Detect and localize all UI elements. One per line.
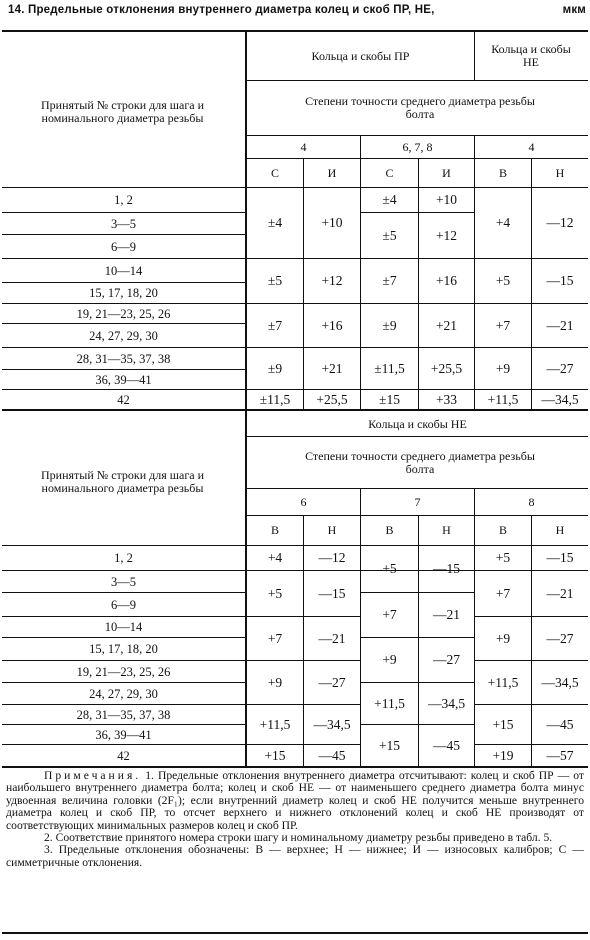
value-cell: +25,5 xyxy=(430,360,463,376)
value-cell: +33 xyxy=(435,391,458,407)
value-cell: ±9 xyxy=(267,360,283,376)
value-cell: —15 xyxy=(546,273,574,288)
accuracy-header: Степени точности среднего диаметра резьбы болта xyxy=(305,449,535,476)
value-cell: +25,5 xyxy=(316,391,348,407)
value-cell: +11,5 xyxy=(487,391,519,407)
value-cell: +4 xyxy=(267,550,283,565)
row-header: Принятый № строки для шага и номинального диаметра резьбы xyxy=(40,468,205,495)
value-cell: —34,5 xyxy=(541,391,579,407)
value-cell: +11,5 xyxy=(259,716,291,732)
row-label: 28, 31—35, 37, 38 xyxy=(76,351,171,366)
value-cell: ±9 xyxy=(382,317,397,333)
degree-8: 8 xyxy=(528,494,535,509)
value-cell: —45 xyxy=(433,737,460,753)
value-cell: +9 xyxy=(267,674,283,690)
value-cell: +5 xyxy=(495,273,511,288)
value-cell: +7 xyxy=(382,607,397,622)
value-cell: +7 xyxy=(495,317,511,333)
value-cell: +4 xyxy=(495,215,511,230)
value-cell: +12 xyxy=(321,273,343,288)
group-header-ne: Кольца и скобы НЕ xyxy=(491,42,571,69)
sub-header-v: В xyxy=(385,523,394,537)
degree-4-pr: 4 xyxy=(300,139,307,154)
value-cell: —34,5 xyxy=(541,674,579,690)
group-header-pr: Кольца и скобы ПР xyxy=(311,48,410,63)
value-cell: +19 xyxy=(492,747,514,763)
row-label: 42 xyxy=(117,748,130,763)
value-cell: ±4 xyxy=(267,215,283,230)
row-label: 24, 27, 29, 30 xyxy=(89,686,158,701)
row-label: 10—14 xyxy=(104,263,143,278)
value-cell: +15 xyxy=(378,737,401,753)
sub-header-n: Н xyxy=(327,523,337,537)
value-cell: +10 xyxy=(321,215,343,230)
value-cell: +7 xyxy=(267,630,283,646)
bottom-rule xyxy=(2,932,588,934)
degree-4-ne: 4 xyxy=(528,139,535,154)
degree-6: 6 xyxy=(300,494,307,509)
value-cell: ±5 xyxy=(382,227,397,243)
row-header: Принятый № строки для шага и номинального диаметра резьбы xyxy=(40,98,205,125)
note-1 xyxy=(6,770,584,832)
value-cell: —21 xyxy=(318,630,346,646)
row-label: 6—9 xyxy=(111,239,136,254)
sub-header-v: В xyxy=(498,165,507,180)
value-cell: —34,5 xyxy=(427,695,466,711)
row-label: 6—9 xyxy=(111,597,136,612)
row-label: 15, 17, 18, 20 xyxy=(89,286,158,300)
value-cell: +5 xyxy=(382,561,397,576)
sub-header-v: В xyxy=(270,523,279,537)
row-label: 36, 39—41 xyxy=(95,372,152,387)
note-3: 3. Предельные отклонения обозначены: В — верхнее; Н — нижнее; И — износовых калибров; С — симметричные отклонения. xyxy=(6,843,584,869)
value-cell: —15 xyxy=(318,585,346,601)
value-cell: +9 xyxy=(495,630,511,646)
row-label: 1, 2 xyxy=(114,193,133,207)
sub-header-c: С xyxy=(385,165,394,180)
group-header-ne: Кольца и скобы НЕ xyxy=(368,416,467,431)
value-cell: ±15 xyxy=(379,391,400,407)
accuracy-header: Степени точности среднего диаметра резьбы болта xyxy=(305,94,535,121)
value-cell: +21 xyxy=(435,317,458,333)
value-cell: +11,5 xyxy=(487,674,519,690)
value-cell: —21 xyxy=(546,585,574,601)
value-cell: +21 xyxy=(321,360,343,376)
value-cell: +15 xyxy=(492,716,514,732)
value-cell: ±4 xyxy=(382,192,397,207)
value-cell: —57 xyxy=(546,747,574,763)
row-label: 10—14 xyxy=(104,620,143,634)
value-cell: ±7 xyxy=(267,317,283,333)
row-label: 3—5 xyxy=(111,574,136,589)
row-label: 36, 39—41 xyxy=(95,727,152,742)
note-2: 2. Соответствие принятого номера строки шагу и номинальному диаметру резьбы приведено в табл. 5. xyxy=(44,831,553,845)
row-label: 24, 27, 29, 30 xyxy=(89,328,158,343)
value-cell: —15 xyxy=(546,550,574,565)
value-cell: ±11,5 xyxy=(259,391,291,407)
sub-header-i: И xyxy=(327,165,337,180)
value-cell: +9 xyxy=(382,652,397,667)
row-label: 42 xyxy=(117,392,130,407)
value-cell: —15 xyxy=(433,561,460,576)
value-cell: —21 xyxy=(546,317,574,333)
table-notes xyxy=(6,770,584,869)
degree-7: 7 xyxy=(414,494,421,509)
row-label: 19, 21—23, 25, 26 xyxy=(76,664,171,679)
value-cell: —27 xyxy=(546,630,574,646)
sub-header-n: Н xyxy=(555,165,565,180)
value-cell: —45 xyxy=(546,716,574,732)
value-cell: +10 xyxy=(435,192,458,207)
value-cell: —34,5 xyxy=(313,716,351,732)
value-cell: ±5 xyxy=(267,273,283,288)
value-cell: +16 xyxy=(435,273,458,288)
value-cell: +11,5 xyxy=(374,695,405,711)
table-unit: мкм xyxy=(562,4,586,16)
row-label: 3—5 xyxy=(111,216,136,231)
sub-header-c: С xyxy=(270,165,279,180)
row-label: 15, 17, 18, 20 xyxy=(89,642,158,656)
row-label: 28, 31—35, 37, 38 xyxy=(76,707,171,722)
value-cell: +15 xyxy=(264,747,286,763)
sub-header-n: Н xyxy=(442,523,451,537)
value-cell: —45 xyxy=(318,747,346,763)
value-cell: —12 xyxy=(546,215,574,230)
row-label: 1, 2 xyxy=(114,551,133,565)
note-1-text: 1. Предельные отклонения внутреннего диаметра отсчитывают: колец и скоб ПР — от наибольшего внутреннего диаметра болта; колец и скоб НЕ — от наименьшего среднего диаметра болта минус удвоенная величина головки (2F₁); если внутренний диаметр колец и скоб НЕ получится меньше внутреннего диаметра колец и скоб ПР, то отсчет верхнего и нижнего отклонений колец и скоб НЕ производят от соответствующих минимальных размеров колец и скоб ПР. xyxy=(6,769,584,832)
row-label: 19, 21—23, 25, 26 xyxy=(76,306,171,321)
value-cell: —21 xyxy=(433,607,460,622)
value-cell: —27 xyxy=(318,674,346,690)
notes-label: Примечания. xyxy=(44,769,142,782)
table-title-text: 14. Предельные отклонения внутреннего диаметра колец и скоб ПР, НЕ, xyxy=(8,4,435,16)
value-cell: +9 xyxy=(495,360,511,376)
value-cell: —12 xyxy=(318,550,346,565)
value-cell: +16 xyxy=(321,317,343,333)
degree-678: 6, 7, 8 xyxy=(402,139,433,154)
value-cell: ±7 xyxy=(382,273,397,288)
sub-header-n: Н xyxy=(555,523,565,537)
value-cell: ±11,5 xyxy=(374,360,405,376)
value-cell: +5 xyxy=(267,585,283,601)
value-cell: +5 xyxy=(495,550,511,565)
value-cell: +12 xyxy=(435,227,458,243)
value-cell: +7 xyxy=(495,585,511,601)
sub-header-v: В xyxy=(498,523,507,537)
value-cell: —27 xyxy=(546,360,574,376)
value-cell: —27 xyxy=(433,652,460,667)
sub-header-i: И xyxy=(442,165,451,180)
